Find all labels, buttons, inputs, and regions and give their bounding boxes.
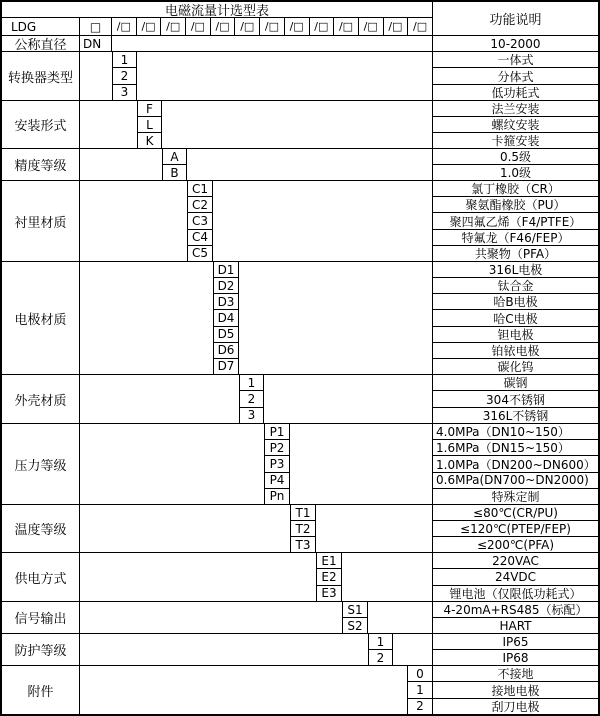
description-column <box>432 666 598 714</box>
code-cell: D3 <box>214 294 238 310</box>
model-code-row <box>2 18 432 35</box>
model-slot-11: /□ <box>359 18 384 35</box>
code-cell: 0 <box>408 666 432 682</box>
code-cell: 2 <box>240 391 263 407</box>
description-column <box>432 149 598 180</box>
model-slot-4: /□ <box>186 18 211 35</box>
desc-cell: 分体式 <box>433 68 598 84</box>
desc-cell: 0.5级 <box>433 149 598 165</box>
desc-cell: ≤200℃(PFA) <box>476 537 555 552</box>
category-block <box>2 374 598 423</box>
desc-cell: 聚四氟乙烯（F4/PTFE） <box>433 213 598 229</box>
code-cell: 1 <box>113 52 136 68</box>
code-column <box>368 634 393 665</box>
desc-cell: 哈C电极 <box>433 310 598 326</box>
code-cell: 1 <box>369 634 392 650</box>
desc-cell: 0.6MPa(DN700~DN2000) <box>433 473 598 489</box>
category-block <box>2 261 598 374</box>
description-column <box>432 181 598 261</box>
category-block <box>2 35 598 51</box>
category-label: 电极材质 <box>2 262 80 374</box>
header-left <box>2 2 432 35</box>
desc-cell: 聚氨酯橡胶（PU） <box>433 197 598 213</box>
code-cell: 3 <box>247 408 256 423</box>
category-block <box>2 423 598 504</box>
code-cell: L <box>138 117 161 133</box>
category-block <box>2 148 598 180</box>
code-cell: C1 <box>188 181 212 197</box>
category-block <box>2 504 598 552</box>
category-label: 供电方式 <box>2 553 80 601</box>
code-column <box>290 505 316 552</box>
category-label: 附件 <box>2 666 80 714</box>
code-cell: P2 <box>265 440 289 456</box>
desc-cell: 低功耗式 <box>491 85 540 100</box>
category-label: 精度等级 <box>2 149 80 180</box>
description-column <box>432 101 598 148</box>
desc-cell: HART <box>499 618 532 633</box>
category-block <box>2 51 598 100</box>
description-column <box>432 375 598 423</box>
code-column <box>239 375 264 423</box>
desc-cell: 特氟龙（F46/FEP） <box>433 230 598 246</box>
code-cell: T1 <box>291 505 315 521</box>
code-cell: A <box>163 149 186 165</box>
description-column <box>432 36 598 51</box>
code-cell: 3 <box>120 85 129 100</box>
desc-cell: 碳钢 <box>433 375 598 391</box>
code-cell: E2 <box>317 569 341 585</box>
model-digit-slots <box>112 18 432 35</box>
model-slot-9: /□ <box>310 18 335 35</box>
desc-cell: 接地电极 <box>433 682 598 698</box>
code-column <box>162 149 187 180</box>
model-slot-13: /□ <box>413 20 428 33</box>
desc-cell: ≤80℃(CR/PU) <box>433 505 598 521</box>
description-column <box>432 262 598 374</box>
desc-cell: 一体式 <box>433 52 598 68</box>
category-label: 外壳材质 <box>2 375 80 423</box>
code-cell: Pn <box>269 489 285 504</box>
desc-cell: 卡箍安装 <box>491 134 540 148</box>
code-cell: E1 <box>317 553 341 569</box>
model-slot-2: /□ <box>137 18 162 35</box>
description-column <box>432 505 598 552</box>
code-cell: P4 <box>265 473 289 489</box>
code-cell: C2 <box>188 197 212 213</box>
category-block <box>2 665 598 714</box>
description-column <box>432 424 598 504</box>
desc-cell: 螺纹安装 <box>433 117 598 133</box>
code-column <box>80 36 112 51</box>
desc-cell: 220VAC <box>433 553 598 569</box>
desc-cell: IP68 <box>502 650 529 665</box>
code-cell: D7 <box>217 359 235 374</box>
code-cell: D1 <box>214 262 238 278</box>
code-cell: E3 <box>321 586 337 601</box>
description-column <box>432 553 598 601</box>
code-cell: C5 <box>191 246 208 261</box>
desc-cell: ≤120℃(PTEP/FEP) <box>433 521 598 537</box>
category-label: 温度等级 <box>2 505 80 552</box>
code-cell: S1 <box>343 602 367 618</box>
desc-cell: 特殊定制 <box>491 489 540 504</box>
category-block <box>2 100 598 148</box>
desc-cell: 锂电池（仅限低功耗式） <box>449 586 582 601</box>
desc-cell: 4.0MPa（DN10~150） <box>433 424 598 440</box>
category-label: 防护等级 <box>2 634 80 665</box>
model-slot-3: /□ <box>161 18 186 35</box>
code-cell: T3 <box>295 537 311 552</box>
category-blocks <box>2 35 598 714</box>
table-header <box>2 2 598 35</box>
code-cell: 2 <box>113 68 136 84</box>
desc-cell: 24VDC <box>433 569 598 585</box>
model-slot-12: /□ <box>384 18 409 35</box>
code-cell: F <box>138 101 161 117</box>
description-column <box>432 52 598 100</box>
model-slot-1: /□ <box>112 18 137 35</box>
category-block <box>2 180 598 261</box>
desc-cell: 316L不锈钢 <box>482 408 549 423</box>
code-cell: K <box>145 133 154 148</box>
model-prefix: LDG <box>2 18 80 35</box>
desc-cell: 10-2000 <box>490 36 541 51</box>
code-cell: D4 <box>214 310 238 326</box>
desc-cell: 1.0级 <box>499 166 532 180</box>
category-label: 信号输出 <box>2 602 80 633</box>
desc-cell: 钛合金 <box>433 278 598 294</box>
desc-cell: 氯丁橡胶（CR） <box>433 181 598 197</box>
code-cell: S2 <box>347 618 363 633</box>
desc-cell: 304不锈钢 <box>433 391 598 407</box>
code-cell: 1 <box>408 682 432 698</box>
desc-cell: IP65 <box>433 634 598 650</box>
code-column <box>264 424 290 504</box>
desc-cell: 共聚物（PFA） <box>474 246 557 261</box>
model-slot-10: /□ <box>334 18 359 35</box>
description-column <box>432 634 598 665</box>
code-cell: C3 <box>188 213 212 229</box>
code-cell: 2 <box>376 650 385 665</box>
code-cell: DN <box>83 36 102 51</box>
model-box-slot: □ <box>80 18 112 35</box>
desc-cell: 4-20mA+RS485（标配） <box>433 602 598 618</box>
code-cell: D5 <box>214 327 238 343</box>
code-column <box>407 666 432 714</box>
function-column-header: 功能说明 <box>432 2 598 35</box>
code-column <box>187 181 213 261</box>
category-label: 公称直径 <box>2 36 80 51</box>
table-title: 电磁流量计选型表 <box>2 2 432 18</box>
code-cell: T2 <box>291 521 315 537</box>
desc-cell: 哈B电极 <box>433 294 598 310</box>
model-slot-5: /□ <box>211 18 236 35</box>
category-block <box>2 552 598 601</box>
description-column <box>432 602 598 633</box>
desc-cell: 316L电极 <box>433 262 598 278</box>
code-cell: D2 <box>214 278 238 294</box>
code-cell: D6 <box>214 343 238 359</box>
desc-cell: 刮刀电极 <box>491 699 540 714</box>
code-column <box>316 553 342 601</box>
code-column <box>342 602 368 633</box>
model-slot-7: /□ <box>260 18 285 35</box>
desc-cell: 钽电极 <box>433 327 598 343</box>
code-column <box>112 52 137 100</box>
category-label: 衬里材质 <box>2 181 80 261</box>
category-block <box>2 601 598 633</box>
desc-cell: 1.0MPa（DN200~DN600） <box>433 456 598 472</box>
model-slot-8: /□ <box>285 18 310 35</box>
desc-cell: 铂铱电极 <box>433 343 598 359</box>
code-cell: P1 <box>265 424 289 440</box>
model-slot-6: /□ <box>235 18 260 35</box>
code-cell: C4 <box>188 230 212 246</box>
desc-cell: 法兰安装 <box>433 101 598 117</box>
desc-cell: 碳化钨 <box>497 359 534 374</box>
category-label: 转换器类型 <box>2 52 80 100</box>
code-cell: 1 <box>240 375 263 391</box>
code-cell: B <box>170 165 179 180</box>
code-column <box>213 262 239 374</box>
code-cell: 2 <box>416 699 424 714</box>
code-cell: P3 <box>265 456 289 472</box>
category-label: 压力等级 <box>2 424 80 504</box>
code-column <box>137 101 162 148</box>
category-block <box>2 633 598 665</box>
desc-cell: 不接地 <box>433 666 598 682</box>
desc-cell: 1.6MPa（DN15~150） <box>433 440 598 456</box>
category-label: 安装形式 <box>2 101 80 148</box>
